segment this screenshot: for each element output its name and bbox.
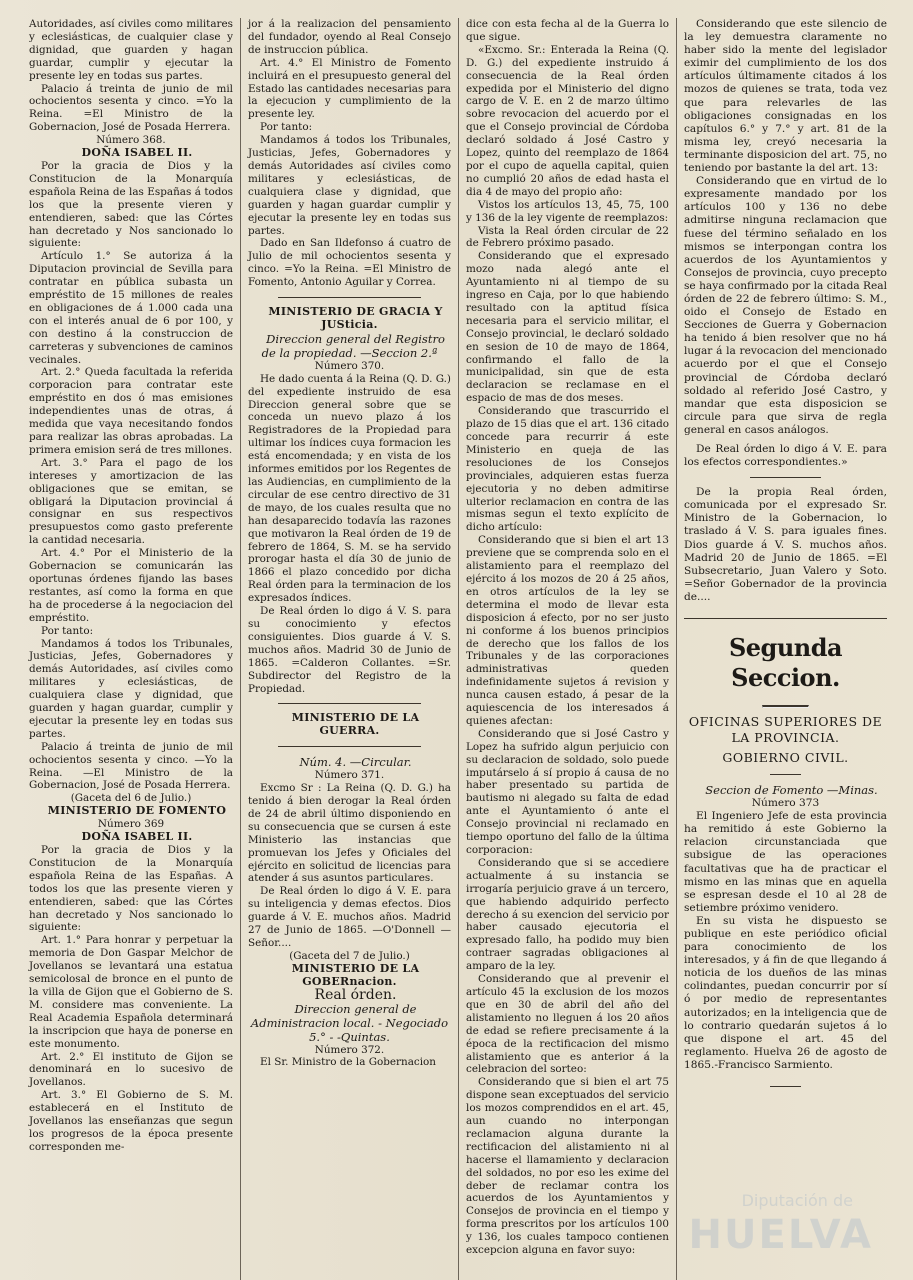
divider [278,297,420,298]
watermark: HUELVA [688,1212,873,1258]
paragraph: Por la gracia de Dios y la Constitucion de la Monarquía española Reina de las Españas á todos los que la presente vieren y entendieren, sabed: que las Córtes han decretado y Nos sancionado lo siguiente: [29,159,233,250]
paragraph: Considerando que trascurrido el plazo de 15 dias que el art. 136 citado concede para recurrir á este Ministerio en queja de las resoluciones de los Consejos provinciales, adquieren estas fuerza ejecutoria y no deben admitirse ulterior reclamacion en contra de las mismas segun el texto explícito de dicho artículo: [466,405,669,534]
column-4 [676,18,894,1280]
paragraph: De la propia Real órden, comunicada por el expresado Sr. Ministro de la Gobernacion, lo traslado á V. S. para iguales fines. Dios guarde á V. S. muchos años. Madrid 20 de Junio de 1865. =El Subsecretario, Juan Valero y Soto. =Señor Gobernador de la provincia de.... [684,486,887,603]
paragraph: Art. 4.° Por el Ministerio de la Gobernacion se comunicarán las oportunas órdenes fijando las bases restantes, así como la forma en que ha de procederse á la negociacion del empréstito. [29,547,233,624]
paragraph: Considerando que el expresado mozo nada alegó ante el Ayuntamiento ni al tiempo de su ingreso en Caja, por lo que habiendo resultado con la aptitud física necesaria para el servicio militar, el Consejo provincial, le declaró soldado en sesion de 10 de mayo de 1864, confirmando el fallo de la municipalidad, sin que de esta declaracion se reclamase en el espacio de mas de dos meses. [466,250,669,405]
paragraph: Art. 2.° El instituto de Gijon se denominará en lo sucesivo de Jovellanos. [29,1050,233,1089]
paragraph: Vista la Real órden circular de 22 de Febrero próximo pasado. [466,224,669,250]
paragraph: Palacio á treinta de junio de mil ochocientos sesenta y cinco. =Yo la Reina. =El Ministro de la Gobernacion, José de Posada Herrera. [29,82,233,134]
royal-heading: DOÑA ISABEL II. [81,830,193,844]
paragraph: De Real órden lo digo á V. E. para su inteligencia y demas efectos. Dios guarde á V. E. muchos años. Madrid 27 de Junio de 1865. —O'Donnell — Señor.... [248,885,451,949]
section-heading: Direccion general del Registro de la propiedad. —Seccion 2.ª [261,331,445,360]
paragraph: Art. 3.° El Gobierno de S. M. establecerá en el Instituto de Jovellanos las enseñanzas que segun los progresos de la época presente corresponden me- [29,1089,233,1153]
divider [770,1086,800,1087]
paragraph: Por la gracia de Dios y la Constitucion de la Monarquía española Reina de las Españas. A todos los que las presente vieren y entendieren, sabed: que las Córtes han decretado y Nos sancionado lo siguiente: [29,844,233,934]
section-heading: Núm. 4. —Circular. [299,755,412,770]
paragraph: Considerando que si bien el art 13 previene que se comprenda solo en el alistamiento para el reemplazo del ejército á los mozos de 20 á 25 años, en otros artículos de la ley se determina el modo de llevar esta disposicion á efecto, por no ser justo ni conforme á los buenos principios de derecho que los fallos de los Tribunales y de las corporaciones administrativas queden indefinidamente sujetos á revision y nunca causen estado, á pesar de la aquiescencia de los interesados á quienes afectan: [466,534,669,727]
divider [278,703,420,704]
divider [684,618,887,619]
paragraph: «Excmo. Sr.: Enterada la Reina (Q. D. G.) del expediente instruido á consecuencia de la Real órden expedida por el Ministerio del digno cargo de V. E. en 2 de marzo último sobre revocacion del acuerdo por el que el Consejo provincial de Córdoba declaró soldado á José Castro y Lopez, quinto del reemplazo de 1864 por el cupo de aquella capital, quien no cumplió 20 años de edad hasta el dia 4 de mayo del propio año: [466,43,669,198]
ministry-heading: MINISTERIO DE LA GUERRA. [291,711,420,738]
number-heading: Número 373 [751,797,820,810]
paragraph: Por tanto: [41,624,94,637]
paragraph: He dado cuenta á la Reina (Q. D. G.) del expediente instruido de esa Direccion general sobre que se conceda un nuevo plazo á los Registradores de la Propiedad para ultimar los índices cuya formacion les está encomendada; y en vista de los informes emitidos por los Regentes de las Audiencias, en cumplimiento de la circular de ese centro directivo de 31 de mayo, de los cuales resulta que no han desaparecido todavía las razones que motivaron la Real órden de 19 de febrero de 1864, S. M. se ha servido prorogar hasta el día 30 de junio de 1866 el plazo concedido por dicha Real órden para la terminacion de los expresados índices. [248,372,451,605]
paragraph: jor á la realizacion del pensamiento del fundador, oyendo al Real Consejo de instruccion pública. [248,18,451,56]
royal-heading: DOÑA ISABEL II. [81,146,193,160]
number-heading: Número 371. [314,769,385,782]
paragraph: Art. 3.° Para el pago de los intereses y amortizacion de las obligaciones que se emitan, se obligará la Diputacion provincial á consignar en sus respectivos presupuestos como gasto preferente la cantidad necesaria. [29,456,233,547]
paragraph: Dado en San Ildefonso á cuatro de Julio de mil ochocientos sesenta y cinco. =Yo la Reina. =El Ministro de Fomento, Antonio Aguilar y Correa. [248,237,451,289]
paragraph: Artículo 1.° Se autoriza á la Diputacion provincial de Sevilla para contratar en pública subasta un empréstito de 15 millones de reales en obligaciones de á 1.000 cada una con el interés anual de 6 por 100, y con destino á la construccion de carreteras y subvenciones de caminos vecinales. [29,250,233,366]
offices-heading: OFICINAS SUPERIORES DE LA PROVINCIA. [688,714,883,746]
real-orden-heading: Real órden. [314,986,397,1003]
ministry-heading: MINISTERIO DE LA GOBERnacion. [291,961,420,988]
paragraph: Mandamos á todos los Tribunales, Justicias, Jefes, Gobernadores y demás Autoridades así civiles como militares y eclesiásticas, de cualquiera clase y dignidad, que guarden y hagan guardar cumplir y ejecutar la presente ley en todas sus partes. [248,134,451,237]
divider [750,477,821,478]
paragraph: Art. 1.° Para honrar y perpetuar la memoria de Don Gaspar Melchor de Jovellanos se levantará una estatua semicolosal de bronce en el punto de la villa de Gijon que el Gobierno de S. M. considere mas conveniente. La Real Academia Española determinará la inscripcion que haya de ponerse en este monumento. [29,934,233,1050]
government-heading: GOBIERNO CIVIL. [722,750,849,766]
ministry-heading: MINISTERIO DE GRACIA Y JUSticia. [268,305,443,331]
paragraph: Considerando que si bien el art 75 dispone sean exceptuados del servicio los mozos comprendidos en el art. 45, aun cuando no interpongan reclamacion alguna durante la rectificacion del alistamiento ni al hacerse el llamamiento y declaracion del soldados, no por eso les exime del deber de reclamar contra los acuerdos de los Ayuntamientos y Consejos de provincia en el tiempo y forma prescritos por los artículos 100 y 136, los cuales tampoco contienen excepcion alguna en favor suyo: [466,1076,669,1257]
section-title: Segunda Seccion. [728,633,843,693]
paragraph: De Real órden lo digo á V. S. para su conocimiento y efectos consiguientes. Dios guarde á V. S. muchos años. Madrid 30 de Junio de 1865. =Calderon Collantes. =Sr. Subdirector del Registro de la Propiedad. [248,605,451,695]
divider [278,746,420,747]
divider [770,774,800,775]
paragraph: En su vista he dispuesto se publique en este periódico oficial para conocimiento de los interesados, y á fin de que llegando á noticia de los dueños de las minas colindantes, puedan concurrir por sí ó por medio de representantes autorizados; en la inteligencia que de lo contrario quedarán sujetos á lo que dispone el art. 45 del reglamento. Huelva 26 de agosto de 1865.-Francisco Sarmiento. [684,914,887,1071]
gazette-note: (Gaceta del 7 de Julio.) [289,949,410,962]
paragraph: El Ingeniero Jefe de esta provincia ha remitido á este Gobierno la relacion circunstanciada que subsigue de las operaciones facultativas que ha de practicar el mismo en las minas que en aquella se espresan desde el 10 al 28 de setiembre próximo venidero. [684,810,887,914]
paragraph: Considerando que en virtud de lo expresamente mandado por los artículos 100 y 136 no debe admitirse ninguna reclamacion que fuese del término señalado en los mismos se interpongan contra los acuerdos de los Ayuntamientos y Consejos de provincia, cuyo precepto se haya confirmado por la citada Real órden de 22 de febrero último: S. M., oido el Consejo de Estado en Secciones de Guerra y Gobernacion ha tenido á bien resolver que no há lugar á la revocacion del mencionado acuerdo por el que el Consejo provincial de Córdoba declaró soldado al referido José Castro, y mandar que esta disposicion se circule para que sirva de regla general en casos análogos. [684,175,888,436]
watermark-subtitle: Diputación de [741,1191,853,1210]
paragraph: De Real órden lo digo á V. E. para los efectos correspondientes.» [684,443,887,469]
paragraph: Palacio á treinta de junio de mil ochocientos sesenta y cinco. —Yo la Reina. —El Ministro de la Gobernacion, José de Posada Herrera. [29,740,233,792]
paragraph: Art. 2.° Queda facultada la referida corporacion para contratar este empréstito en dos ó mas emisiones independientes unas de otras, á medida que vaya necesitando fondos para realizar las obras aprobadas. La primera emision será de tres millones. [29,366,233,456]
paragraph: Considerando que si José Castro y Lopez ha sufrido algun perjuicio con su declaracion de soldado, solo puede imputárselo á sí propio á causa de no haber presentado su partida de bautismo ni alegado su falta de edad ante el Ayuntamiento ó ante el Consejo provincial ni reclamado en tiempo oportuno del fallo de la última corporacion: [466,727,669,856]
section-heading: Seccion de Fomento —Minas. [705,783,878,798]
paragraph: dice con esta fecha al de la Guerra lo que sigue. [466,18,669,43]
column-3 [458,18,676,1280]
gazette-note: (Gaceta del 6 de Julio.) [70,792,192,805]
section-heading: Direccion general de Administracion local. - Negociado 5.° - -Quintas. [250,1001,449,1044]
paragraph: Por tanto: [260,121,313,134]
number-heading: Número 370. [314,359,385,372]
paragraph: Autoridades, así civiles como militares y eclesiásticas, de cualquier clase y dignidad, que guarden y hagan guardar, cumplir y ejecutar la presente ley en todas sus partes. [29,18,233,82]
paragraph: Considerando que si se accediere actualmente á su instancia se irrogaría perjuicio grave á un tercero, que habiendo adquirido perfecto derecho á su exencion del servicio por haber causado ejecutoria el expresado fallo, ha podido muy bien contraer sagradas obligaciones al amparo de la ley. [466,856,669,973]
paragraph: Mandamos á todos los Tribunales, Justicias, Jefes, Gobernadores y demás Autoridades, así civiles como militares y eclesiásticas, de cualquiera clase y dignidad, que guarden y hagan guardar, cumplir y ejecutar la presente ley en todas sus partes. [29,637,233,740]
number-heading: Número 368. [96,134,166,147]
number-heading: Número 369 [97,818,165,831]
ministry-heading: MINISTERIO DE FOMENTO [47,804,227,818]
divider [762,705,809,708]
paragraph: Vistos los artículos 13, 45, 75, 100 y 136 de la ley vigente de reemplazos: [466,198,669,224]
column-2 [240,18,458,1280]
paragraph: Considerando que este silencio de la ley demuestra claramente no haber sido la mente del legislador eximir del cumplimiento de los dos artículos últimamente citados á los mozos de quienes se trata, toda vez que para relevarles de las obligaciones consignadas en los capítulos 6.° y 7.° y art. 81 de la misma ley, creyó necesaria la terminante disposicion del art. 75, no teniendo por bastante la del art. 13: [684,18,887,175]
paragraph: El Sr. Ministro de la Gobernacion [260,1056,436,1069]
paragraph: Considerando que al prevenir el artículo 45 la exclusion de los mozos que en 30 de abril del año del alistamiento no lleguen á los 20 años de edad se refiere precisamente á la época de la rectificacion del mismo alistamiento que es anterior á la celebracion del sorteo: [466,973,669,1076]
paragraph: Art. 4.° El Ministro de Fomento incluirá en el presupuesto general del Estado las cantidades necesarias para la ejecucion y cumplimiento de la presente ley. [248,56,451,121]
paragraph: Excmo Sr : La Reina (Q. D. G.) ha tenido á bien derogar la Real órden de 24 de abril último disponiendo en su consecuencia que se cursen á este Ministerio las instancias que promuevan los Jefes y Oficiales del ejército en solicitud de licencias para atender á sus asuntos particulares. [248,782,451,885]
column-1 [22,18,240,1280]
number-heading: Número 372. [314,1043,385,1056]
